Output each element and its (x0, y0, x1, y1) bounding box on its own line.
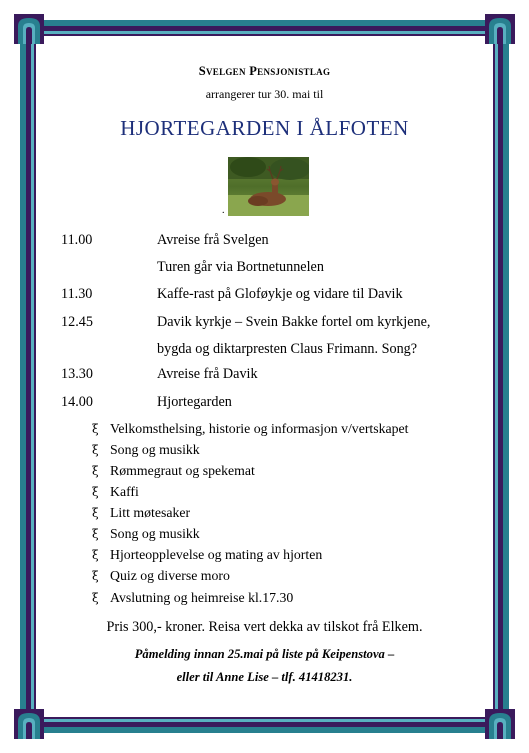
corner-ornament-icon (14, 14, 44, 44)
schedule-time: 11.30 (61, 286, 93, 302)
corner-ornament-icon (485, 14, 515, 44)
program-item-text: Litt møtesaker (110, 505, 191, 520)
program-item (92, 463, 255, 479)
schedule-event: Avreise frå Davik (157, 366, 258, 382)
organization-name: Svelgen Pensjonistlag (198, 64, 331, 78)
program-item-text: Velkomsthelsing, historie og informasjon v/vertskapet (110, 421, 409, 436)
price-text: Pris 300,- kroner. Reisa vert dekka av tilskot frå Elkem. (106, 619, 423, 635)
program-item (92, 505, 190, 521)
schedule-event: bygda og diktarpresten Claus Frimann. Song? (157, 341, 418, 357)
bullet-xi-icon: ξ (92, 569, 99, 583)
corner-ornament-icon (485, 709, 515, 739)
bullet-xi-icon: ξ (92, 506, 99, 520)
program-item (92, 590, 293, 606)
program-item (92, 484, 139, 500)
registration-line-2: eller til Anne Lise – tlf. 41418231. (176, 670, 353, 684)
schedule-time: 14.00 (61, 394, 93, 410)
schedule-event: Avreise frå Svelgen (157, 232, 269, 248)
program-item-text: Hjorteopplevelse og mating av hjorten (110, 547, 323, 562)
bullet-xi-icon: ξ (92, 527, 99, 541)
deer-photo (228, 157, 309, 216)
program-item (92, 526, 200, 542)
bullet-xi-icon: ξ (92, 422, 99, 436)
schedule-event: Kaffe-rast på Gloføykje og vidare til Davik (157, 286, 403, 302)
schedule-event: Turen går via Bortnetunnelen (157, 259, 324, 275)
program-item-text: Avslutning og heimreise kl.17.30 (110, 590, 294, 605)
stray-dot: . (222, 205, 225, 216)
schedule-time: 12.45 (61, 314, 93, 330)
program-item (92, 442, 200, 458)
bullet-xi-icon: ξ (92, 464, 99, 478)
program-item-text: Song og musikk (110, 526, 200, 541)
program-item-text: Quiz og diverse moro (110, 568, 230, 583)
schedule-event: Hjortegarden (157, 394, 232, 410)
bullet-xi-icon: ξ (92, 591, 99, 605)
program-item (92, 568, 230, 584)
program-item (92, 421, 409, 437)
registration-line-1: Påmelding innan 25.mai på liste på Keipenstova – (134, 647, 395, 661)
schedule-time: 13.30 (61, 366, 93, 382)
program-item-text: Kaffi (110, 484, 139, 499)
schedule-time: 11.00 (61, 232, 93, 248)
bullet-xi-icon: ξ (92, 548, 99, 562)
program-item-text: Song og musikk (110, 442, 200, 457)
corner-ornament-icon (14, 709, 44, 739)
schedule-event: Davik kyrkje – Svein Bakke fortel om kyrkjene, (157, 314, 431, 330)
program-item (92, 547, 322, 563)
page-title: HJORTEGARDEN I ÅLFOTEN (120, 116, 409, 140)
trip-subtitle: arrangerer tur 30. mai til (205, 87, 324, 101)
bullet-xi-icon: ξ (92, 443, 99, 457)
bullet-xi-icon: ξ (92, 485, 99, 499)
program-item-text: Rømmegraut og spekemat (110, 463, 255, 478)
